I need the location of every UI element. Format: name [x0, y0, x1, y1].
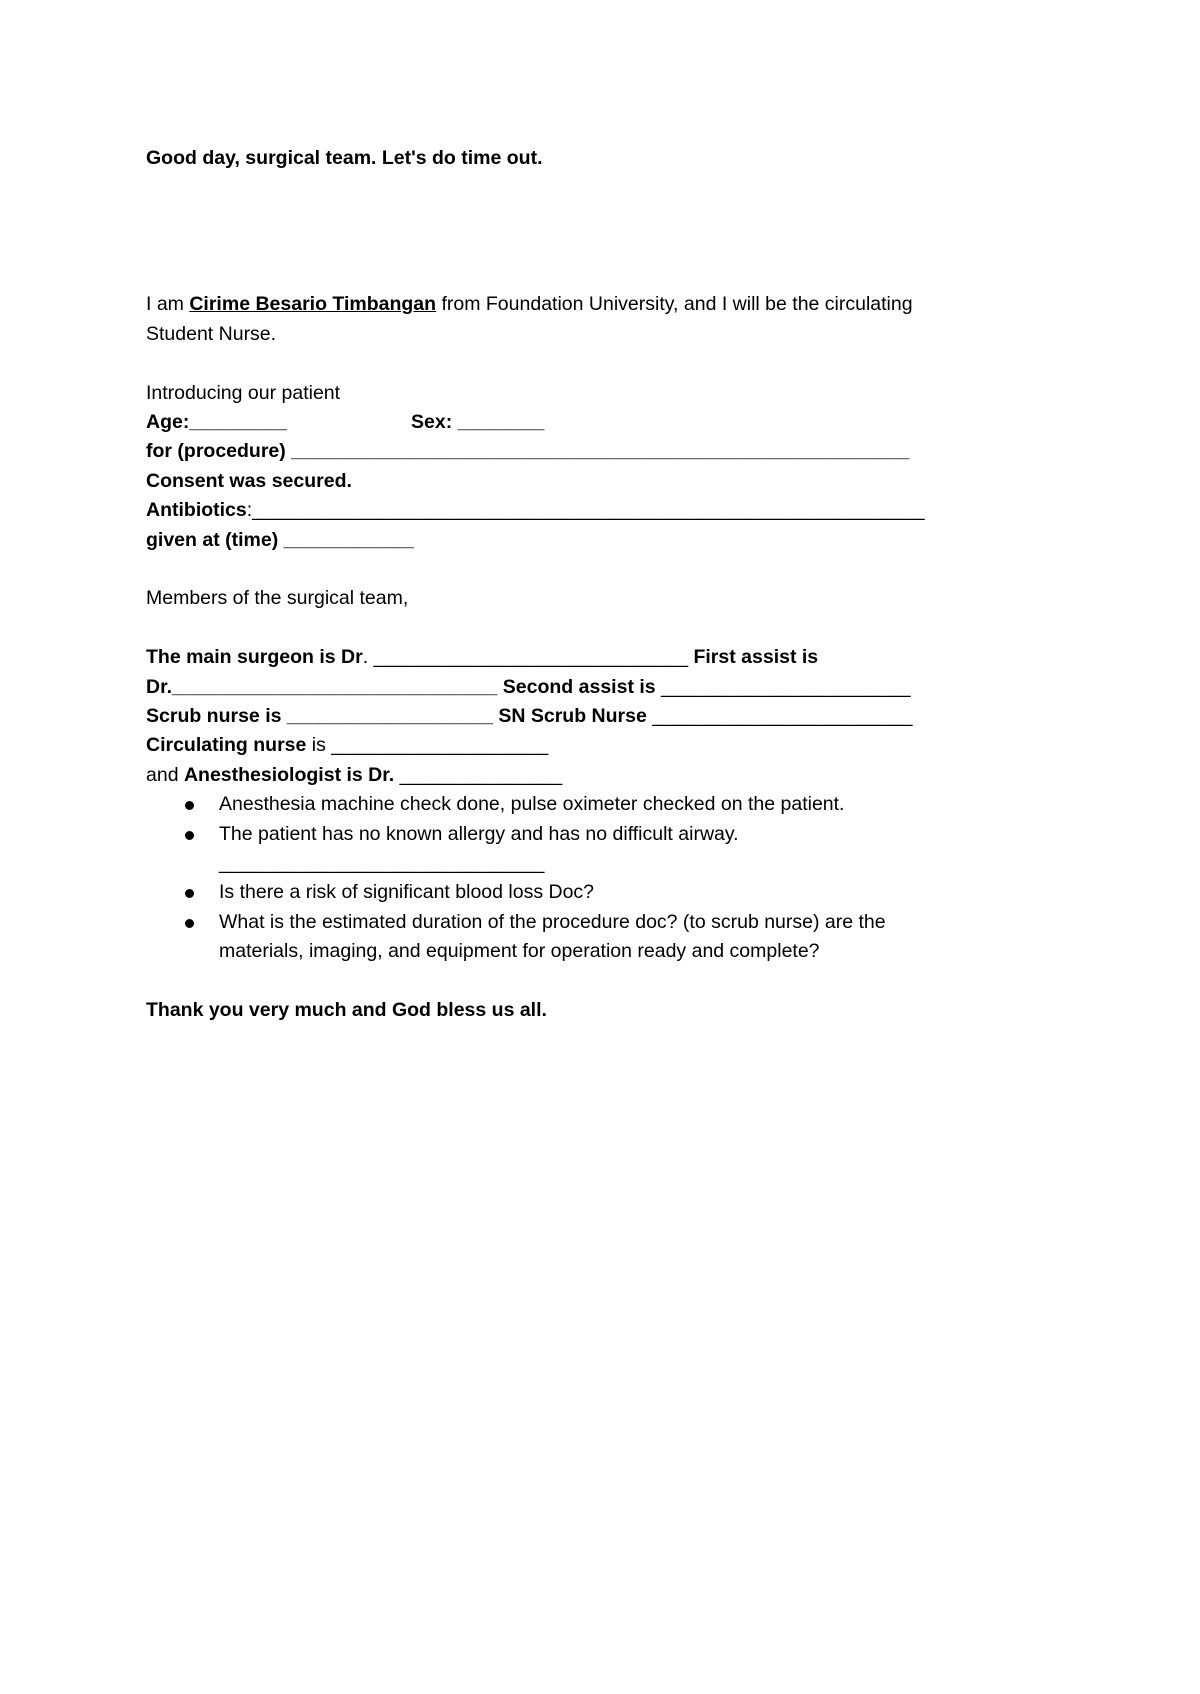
spacer — [146, 349, 1076, 378]
antibiotics-line — [146, 496, 1076, 525]
anesthesiologist-label: Anesthesiologist is Dr. — [183, 763, 395, 786]
bullet-icon — [185, 889, 194, 898]
scrub-nurse-field: Scrub nurse is ___________________ — [146, 705, 493, 728]
sn-scrub-label: SN Scrub Nurse — [492, 705, 647, 728]
team-heading: Members of the surgical team, — [146, 587, 409, 610]
list-item — [146, 820, 1076, 879]
anesthesiologist-line — [146, 761, 1076, 790]
circulating-blank: is ____________________ — [306, 734, 549, 757]
checklist — [146, 790, 1076, 966]
allergy-blank: ______________________________ — [219, 852, 545, 875]
greeting-heading: Good day, surgical team. Let's do time out. — [146, 147, 543, 169]
sex-field: Sex: ________ — [411, 411, 545, 434]
intro-paragraph — [146, 290, 966, 349]
list-item-text: Anesthesia machine check done, pulse oximeter checked on the patient. — [219, 793, 845, 816]
antibiotics-label: Antibiotics — [146, 499, 247, 522]
patient-heading: Introducing our patient — [146, 381, 341, 404]
list-item-text: The patient has no known allergy and has no difficult airway. — [219, 822, 739, 845]
list-item-text: What is the estimated duration of the procedure doc? (to scrub nurse) are the materials, imaging, and equipment for operation ready and complete? — [219, 910, 886, 963]
spacer — [146, 967, 1076, 996]
circulating-label: Circulating nurse — [146, 734, 307, 757]
bullet-icon — [185, 801, 194, 810]
student-nurse-name: Cirime Besario Timbangan — [189, 293, 437, 316]
age-field: Age:_________ — [146, 411, 287, 434]
second-assist-blank: _______________________ — [655, 675, 911, 698]
scrub-line — [146, 702, 1076, 731]
circulating-line — [146, 731, 1076, 760]
main-surgeon-label: The main surgeon is Dr — [146, 646, 363, 669]
main-surgeon-blank: . _____________________________ — [362, 646, 689, 669]
list-item — [146, 790, 1076, 819]
anesthesiologist-blank: _______________ — [394, 763, 563, 786]
antibiotics-blank: :______________________________________________________________ — [246, 499, 925, 522]
spacer — [146, 173, 1076, 290]
first-assist-label: First assist is — [688, 646, 819, 669]
sn-scrub-blank: ________________________ — [646, 705, 913, 728]
consent-line: Consent was secured. — [146, 469, 352, 492]
list-item — [146, 908, 939, 967]
assist-line — [146, 673, 1076, 702]
and-word: and — [146, 763, 184, 786]
document-body — [146, 144, 1076, 1026]
age-sex-line — [146, 408, 1076, 437]
intro-prefix: I am — [146, 293, 190, 316]
list-item-text: Is there a risk of significant blood loss Doc? — [219, 881, 595, 904]
first-assist-blank: Dr.______________________________ — [146, 675, 498, 698]
second-assist-label: Second assist is — [497, 675, 656, 698]
given-time-field: given at (time) ____________ — [146, 528, 414, 551]
spacer — [146, 555, 1076, 584]
intro-suffix: from Foundation University, and I will be the circulating Student Nurse. — [146, 293, 913, 345]
bullet-icon — [185, 919, 194, 928]
list-item — [146, 878, 1076, 907]
procedure-field: for (procedure) _________________________________________________________ — [146, 440, 910, 463]
main-surgeon-line — [146, 643, 1076, 672]
spacer — [146, 614, 1076, 643]
bullet-icon — [185, 831, 194, 840]
closing-line: Thank you very much and God bless us all. — [146, 999, 547, 1022]
